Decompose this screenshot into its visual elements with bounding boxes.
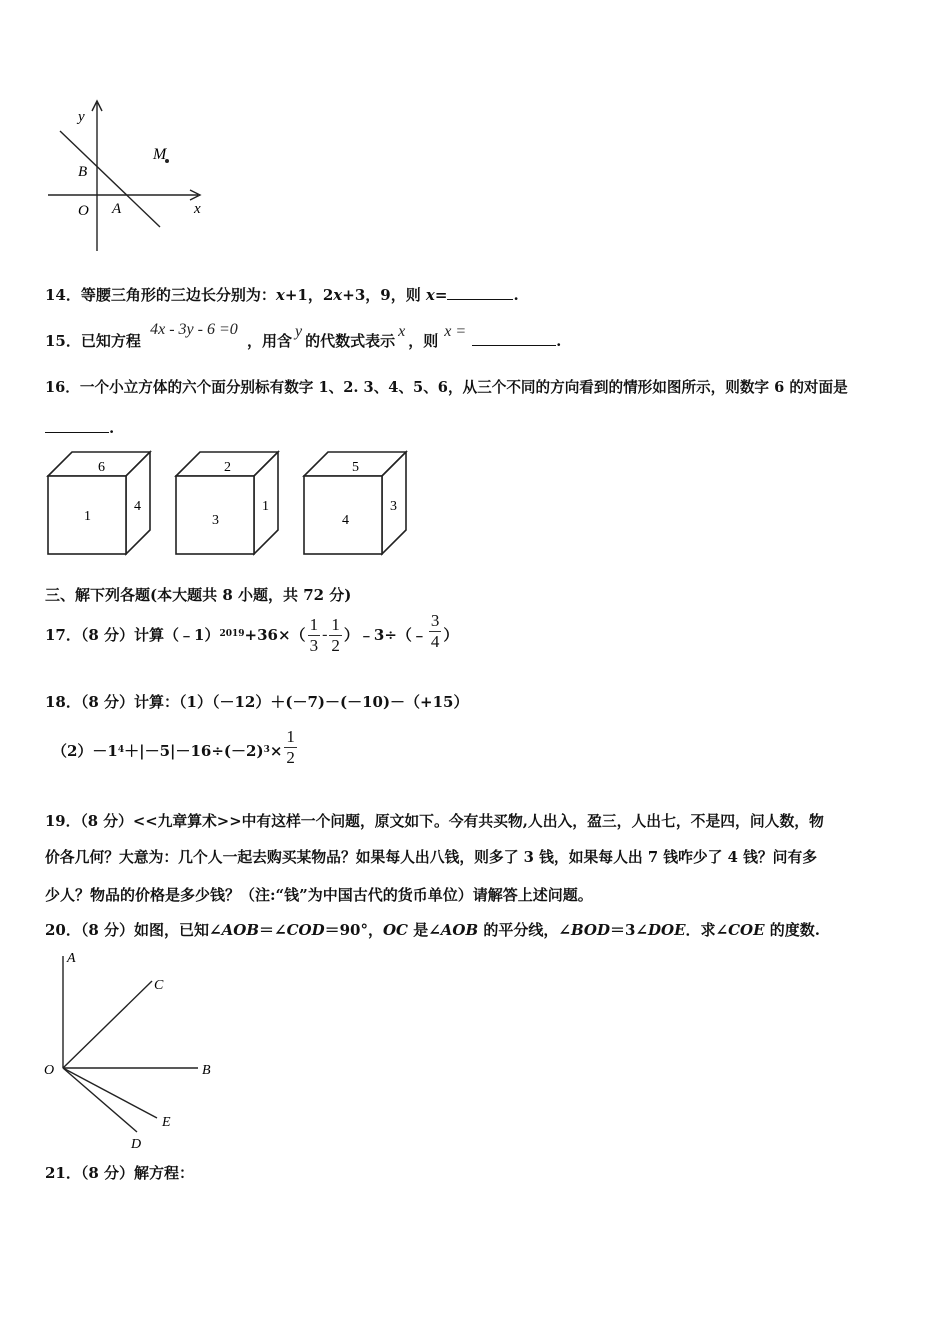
cube-2-front: 3 bbox=[212, 513, 219, 528]
cube-2 bbox=[176, 452, 278, 554]
cube-2-side: 1 bbox=[262, 499, 269, 514]
label-o: O bbox=[78, 203, 89, 219]
fraction: $\frac{3}{4}$ bbox=[430, 610, 440, 651]
label-a: A bbox=[112, 201, 122, 217]
equation: 4x - 3y - 6 =0 bbox=[150, 321, 238, 338]
question-14: 14．等腰三角形的三边长分别为：x+1，2x+3，9，则 x= . bbox=[45, 286, 519, 304]
question-19-line2: 价各几何？大意为：几个人一起去购买某物品？如果每人出八钱，则多了 3 钱，如果每人出 7 钱咋少了 4 钱？问有多 bbox=[45, 849, 818, 866]
ray-od bbox=[63, 1068, 137, 1132]
question-16-line1: 16．一个小立方体的六个面分别标有数字 1、2. 3、4、5、6，从三个不同的方向看到的情形如图所示，则数字 6 的对面是 bbox=[45, 379, 848, 396]
fraction: $\frac{1}{2}$ bbox=[286, 726, 295, 767]
question-19-line1: 19．（8 分）<<九章算术>>中有这样一个问题，原文如下。今有共买物,人出入，盈三，人出七，不是四，问人数，物 bbox=[45, 813, 824, 830]
cube-3-top: 5 bbox=[352, 460, 359, 475]
line-ab bbox=[60, 131, 160, 227]
cube-3 bbox=[304, 452, 406, 554]
question-21: 21．（8 分）解方程： bbox=[45, 1164, 195, 1182]
cube-1 bbox=[48, 452, 150, 554]
fraction: $\frac{1}{2}$ bbox=[331, 614, 340, 655]
answer-blank[interactable] bbox=[472, 331, 556, 346]
cube-1-front: 1 bbox=[84, 509, 91, 524]
fraction: $\frac{1}{3}$ bbox=[309, 614, 319, 655]
answer-blank[interactable] bbox=[447, 285, 513, 300]
coordinate-figure bbox=[40, 95, 220, 255]
cube-1-side: 4 bbox=[134, 499, 141, 514]
question-18-part1: 18．（8 分）计算：（1）（－12）＋(－7)－(－10)－（+15） bbox=[45, 693, 469, 711]
cube-1-top: 6 bbox=[98, 460, 105, 475]
label-d: D bbox=[131, 1137, 142, 1152]
question-18-part2: （2）－1 4 ＋|－5|－16÷(－2) 3 × $\frac{1}{2}$ bbox=[52, 726, 295, 767]
cube-2-top: 2 bbox=[224, 460, 231, 475]
question-20: 20．（8 分）如图，已知∠AOB＝∠COD＝90°，OC 是∠AOB 的平分线，∠BOD＝3∠DOE．求∠COE 的度数. bbox=[45, 921, 821, 939]
section-3-heading: 三、解下列各题(本大题共 8 小题，共 72 分) bbox=[45, 586, 352, 604]
answer-blank[interactable] bbox=[45, 418, 109, 433]
label-m: M bbox=[153, 146, 167, 163]
question-17: 17．（8 分）计算（﹣1） 2019 +36×（ $\frac{1}{3}$ - $\frac{1}{2}$ ）﹣3÷（﹣ $\frac{3}{4}$ ） bbox=[45, 610, 459, 655]
label-y: y bbox=[78, 109, 85, 125]
label-b: B bbox=[202, 1063, 211, 1078]
label-b: B bbox=[78, 164, 88, 180]
question-19-line3: 少人？物品的价格是多少钱？（注:“钱”为中国古代的货币单位）请解答上述问题。 bbox=[45, 886, 593, 904]
label-c: C bbox=[154, 978, 164, 993]
question-16-line2: . bbox=[45, 418, 114, 438]
ray-oc bbox=[63, 981, 152, 1068]
cubes-figure bbox=[40, 446, 420, 556]
label-o: O bbox=[44, 1063, 55, 1078]
ray-oe bbox=[63, 1068, 157, 1118]
angles-figure bbox=[40, 948, 230, 1158]
question-15: 15．已知方程 4x - 3y - 6 =0 ，用含y的代数式表示x，则x =. bbox=[45, 321, 562, 350]
cube-3-side: 3 bbox=[390, 499, 397, 514]
label-e: E bbox=[162, 1115, 171, 1130]
label-a: A bbox=[67, 951, 76, 966]
cube-3-front: 4 bbox=[342, 513, 349, 528]
label-x: x bbox=[194, 201, 201, 217]
